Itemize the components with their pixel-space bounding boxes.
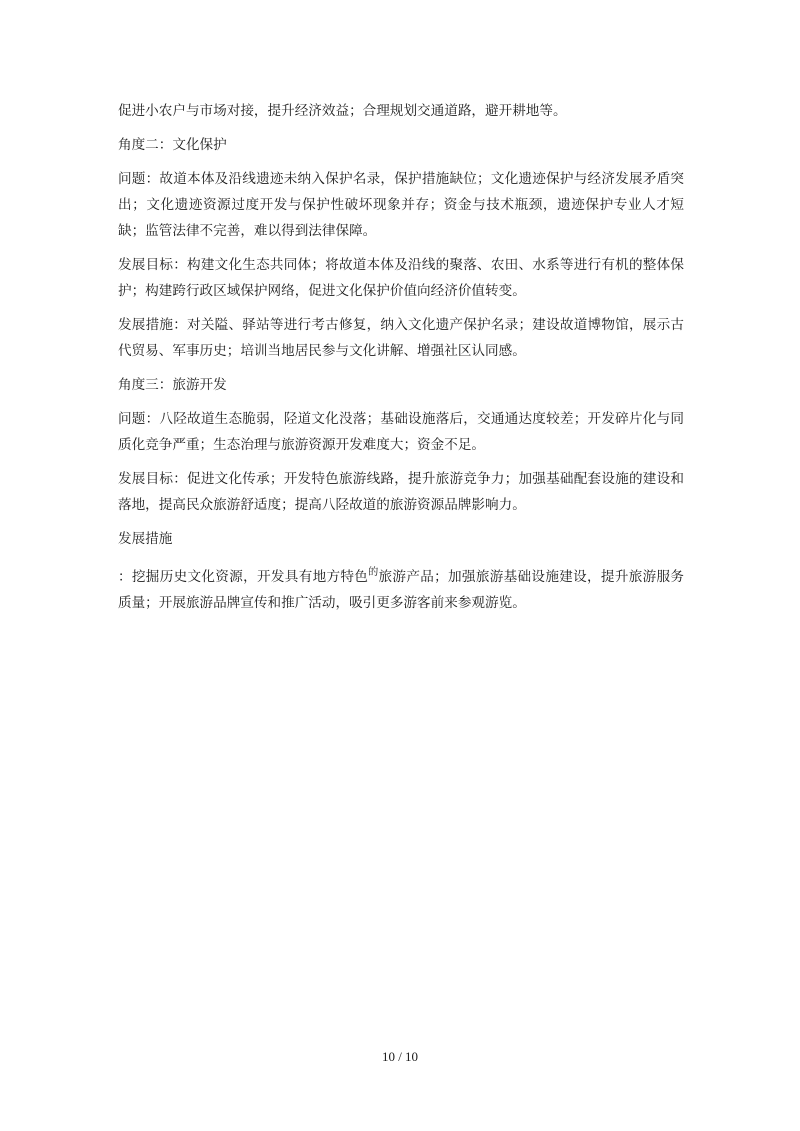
section-heading-tourism: 角度三：旅游开发 xyxy=(118,377,227,393)
paragraph-intro: 促进小农户与市场对接，提升经济效益；合理规划交通道路，避开耕地等。 xyxy=(118,103,567,119)
section-heading-cultural-protection: 角度二：文化保护 xyxy=(118,137,227,153)
page-number: 10 / 10 xyxy=(381,1049,419,1064)
paragraph-tourism-measures xyxy=(118,560,684,616)
measures-raised-char: 的 xyxy=(368,567,379,578)
paragraph-tourism-problems: 问题：八陉故道生态脆弱，陉道文化没落；基础设施落后，交通通达度较差；开发碎片化与同质化竞争严重；生态治理与旅游资源开发难度大；资金不足。 xyxy=(118,411,684,453)
paragraph-tourism-goals: 发展目标：促进文化传承；开发特色旅游线路，提升旅游竞争力；加强基础配套设施的建设和落地，提高民众旅游舒适度；提高八陉故道的旅游资源品牌影响力。 xyxy=(118,471,684,513)
document-body xyxy=(118,98,684,624)
paragraph-cultural-measures: 发展措施：对关隘、驿站等进行考古修复，纳入文化遗产保护名录；建设故道博物馆，展示古代贸易、军事历史；培训当地居民参与文化讲解、增强社区认同感。 xyxy=(118,317,684,359)
paragraph-cultural-goals: 发展目标：构建文化生态共同体；将故道本体及沿线的聚落、农田、水系等进行有机的整体保护；构建跨行政区域保护网络，促进文化保护价值向经济价值转变。 xyxy=(118,257,684,299)
measures-text-end: 旅游产品；加强旅游基础设施建设，提升旅游服务质量；开展旅游品牌宣传和推广活动，吸引更多游客前来参观游览。 xyxy=(118,569,685,611)
paragraph-tourism-measures-label: 发展措施 xyxy=(118,531,173,547)
measures-text-start: ：挖掘历史文化资源，开发具有地方特色 xyxy=(118,569,369,585)
paragraph-cultural-problems: 问题：故道本体及沿线遗迹未纳入保护名录，保护措施缺位；文化遗迹保护与经济发展矛盾突出；文化遗迹资源过度开发与保护性破坏现象并存；资金与技术瓶颈，遗迹保护专业人才短缺；监管法律不完善，难以得到法律保障。 xyxy=(118,171,684,239)
